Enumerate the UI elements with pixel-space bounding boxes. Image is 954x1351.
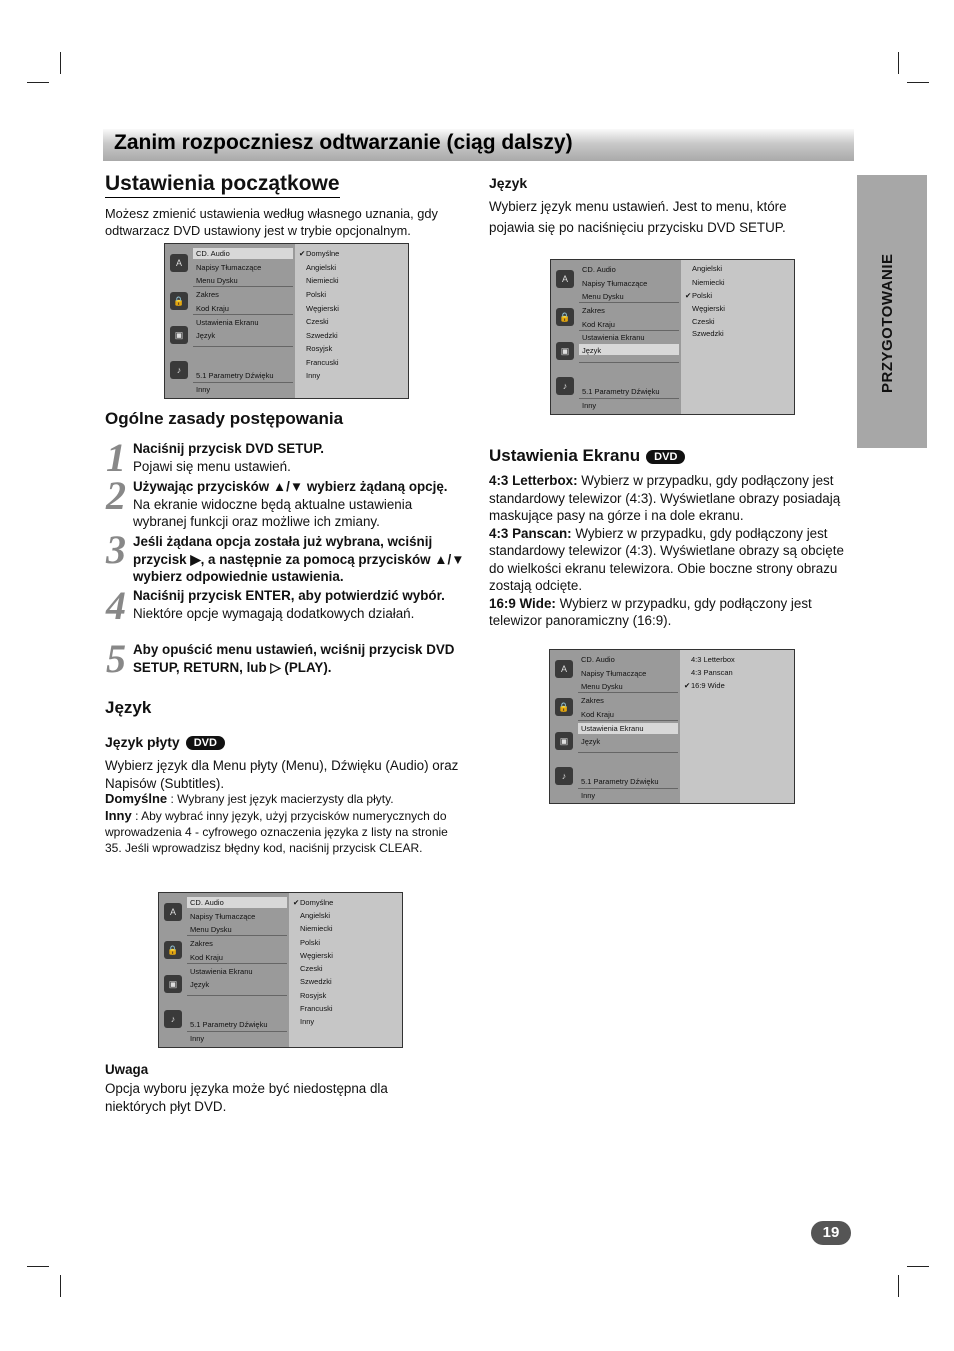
section-title-text: Ustawienia początkowe: [105, 172, 340, 198]
step-1: [133, 440, 468, 475]
crop-mark: [60, 1275, 61, 1297]
screen-icon: ▣: [170, 326, 188, 344]
menu-item: Język: [581, 737, 601, 746]
setup-menu-screenshot-2: [158, 892, 403, 1048]
menu-item: Napisy Tłumaczące: [190, 912, 256, 921]
menu-item: Zakres: [581, 696, 604, 705]
step-bold: Używając przycisków ▲/▼ wybierz żądaną opcję.: [133, 479, 448, 494]
menu-item: 5.1 Parametry Dźwięku: [581, 777, 659, 786]
setup-menu-screenshot-1: [164, 243, 409, 399]
menu-item: Zakres: [582, 306, 605, 315]
menu-item: Inny: [581, 791, 596, 800]
disc-language-title: [105, 734, 225, 750]
menu-option: Polski: [300, 938, 321, 947]
menu-item: CD. Audio: [582, 265, 616, 274]
menu-item: Kod Kraju: [582, 320, 615, 329]
menu-option: Szwedzki: [692, 329, 724, 338]
menu-option: Francuski: [300, 1004, 333, 1013]
letterbox-text: Wybierz w przypadku, gdy podłączony jest standardowy telewizor (4:3). Wyświetlane obrazy posiadają maskujące pasy na górze i na dole ekranu.: [489, 473, 841, 523]
lock-icon: 🔒: [555, 698, 573, 716]
disc-language-text: Wybierz język dla Menu płyty (Menu), Dźwięku (Audio) oraz Napisów (Subtitles).: [105, 758, 459, 791]
panscan-text: Wybierz w przypadku, gdy podłączony jest standardowy telewizor (4:3). Wyświetlane obrazy są obcięte do wielkości ekranu telewizora. Obie boczne strony obrazu zostają odcięte.: [489, 525, 844, 593]
crop-mark: [907, 82, 929, 83]
menu-item: Napisy Tłumaczące: [581, 669, 647, 678]
menu-option: 4:3 Panscan: [691, 668, 733, 677]
menu-option: Angielski: [300, 911, 331, 920]
audio-icon: A: [164, 903, 182, 921]
crop-mark: [898, 52, 899, 74]
menu-item: Ustawienia Ekranu: [582, 333, 645, 342]
step-4: [133, 587, 468, 622]
menu-option: Węgierski: [306, 304, 339, 313]
audio-icon: A: [170, 254, 188, 272]
wide-text: Wybierz w przypadku, gdy podłączony jest telewizor panoramiczny (16:9).: [489, 595, 812, 628]
step-bold: Aby opuścić menu ustawień, wciśnij przycisk DVD SETUP, RETURN, lub ▷ (PLAY).: [133, 642, 455, 675]
crop-mark: [898, 1275, 899, 1297]
section-title: [105, 172, 340, 198]
menu-option: Szwedzki: [306, 331, 338, 340]
menu-option: Czeski: [692, 317, 715, 326]
step-3: [133, 533, 468, 586]
speaker-icon: ♪: [164, 1010, 182, 1028]
menu-option: Węgierski: [692, 304, 725, 313]
menu-option: Czeski: [306, 317, 329, 326]
page-number: 19: [811, 1221, 851, 1245]
menu-option: Czeski: [300, 964, 323, 973]
speaker-icon: ♪: [170, 361, 188, 379]
dvd-badge: DVD: [186, 736, 225, 750]
step-bold: Jeśli żądana opcja została już wybrana, wciśnij przycisk ▶, a następnie za pomocą przycisków ▲/▼ wybierz odpowiednie ustawienia.: [133, 534, 465, 584]
setup-menu-screenshot-3: [550, 259, 795, 415]
menu-option: Domyślne: [306, 249, 340, 258]
menu-item: Inny: [582, 401, 597, 410]
check-mark: ✔: [293, 898, 300, 907]
letterbox-label: 4:3 Letterbox:: [489, 473, 578, 488]
menu-item: Zakres: [196, 290, 219, 299]
menu-option: Niemiecki: [306, 276, 339, 285]
crop-mark: [907, 1266, 929, 1267]
panscan-label: 4:3 Panscan:: [489, 525, 572, 541]
page-title: Zanim rozpoczniesz odtwarzanie (ciąg dalszy): [114, 131, 573, 154]
speaker-icon: ♪: [555, 767, 573, 785]
side-tab-label-box: [857, 175, 896, 448]
step-number: 2: [106, 473, 126, 518]
lock-icon: 🔒: [164, 941, 182, 959]
menu-item: Menu Dysku: [581, 682, 623, 691]
step-number: 1: [106, 435, 126, 480]
menu-item: 5.1 Parametry Dźwięku: [190, 1020, 268, 1029]
menu-option: Niemiecki: [692, 278, 725, 287]
check-mark: ✔: [299, 249, 306, 258]
menu-item: Język: [190, 980, 210, 989]
crop-mark: [60, 52, 61, 74]
screen-settings-title-text: Ustawienia Ekranu: [489, 446, 641, 465]
menu-option: Szwedzki: [300, 977, 332, 986]
menu-item: Ustawienia Ekranu: [196, 318, 259, 327]
default-label: Domyślne: [105, 791, 168, 806]
menu-item: CD. Audio: [190, 898, 224, 907]
menu-item: Kod Kraju: [196, 304, 229, 313]
screen-icon: ▣: [164, 975, 182, 993]
intro-text: Możesz zmienić ustawienia według własnego uznania, gdy odtwarzacz DVD ustawiony jest w trybie opcjonalnym.: [105, 206, 438, 238]
menu-item: Zakres: [190, 939, 213, 948]
menu-item: Ustawienia Ekranu: [581, 724, 644, 733]
step-text: Pojawi się menu ustawień.: [133, 458, 291, 474]
check-mark: ✔: [684, 681, 691, 690]
default-definition: [105, 791, 465, 807]
menu-item: CD. Audio: [196, 249, 230, 258]
menu-item: 5.1 Parametry Dźwięku: [196, 371, 274, 380]
step-bold: Naciśnij przycisk ENTER, aby potwierdzić wybór.: [133, 588, 445, 603]
wide-label: 16:9 Wide:: [489, 595, 556, 611]
disc-language-title-text: Język płyty: [105, 734, 180, 750]
menu-option: Rosyjsk: [306, 344, 333, 353]
side-tab-label: PRZYGOTOWANIE: [879, 253, 896, 393]
menu-option: Inny: [306, 371, 321, 380]
step-text: Niektóre opcje wymagają dodatkowych działań.: [133, 605, 415, 621]
menu-item: Język: [196, 331, 216, 340]
menu-item: 5.1 Parametry Dźwięku: [582, 387, 660, 396]
crop-mark: [27, 1266, 49, 1267]
dvd-badge: DVD: [646, 450, 685, 464]
audio-icon: A: [556, 270, 574, 288]
check-mark: ✔: [685, 291, 692, 300]
step-2: [133, 478, 468, 531]
step-text: Na ekranie widoczne będą aktualne ustawienia wybranej funkcji oraz możliwe ich zmiany.: [133, 496, 413, 529]
setup-menu-screenshot-4: [549, 649, 795, 804]
speaker-icon: ♪: [556, 377, 574, 395]
menu-option: Francuski: [306, 358, 339, 367]
menu-item: Menu Dysku: [190, 925, 232, 934]
language-title: Język: [105, 698, 152, 717]
menu-item: Napisy Tłumaczące: [196, 263, 262, 272]
crop-mark: [27, 82, 49, 83]
menu-option: Polski: [692, 291, 713, 300]
menu-option: Węgierski: [300, 951, 333, 960]
step-number: 4: [106, 583, 126, 628]
other-label: Inny: [105, 808, 132, 823]
menu-option: 4:3 Letterbox: [691, 655, 735, 664]
menu-item: Ustawienia Ekranu: [190, 967, 253, 976]
screen-icon: ▣: [555, 732, 573, 750]
screen-settings-title: [489, 446, 685, 466]
general-title: Ogólne zasady postępowania: [105, 409, 344, 428]
menu-item: Inny: [190, 1034, 205, 1043]
menu-option: 16:9 Wide: [691, 681, 725, 690]
menu-item: Kod Kraju: [190, 953, 223, 962]
step-number: 3: [106, 527, 126, 572]
lock-icon: 🔒: [170, 292, 188, 310]
menu-option: Domyślne: [300, 898, 334, 907]
screen-settings-text: [489, 472, 851, 630]
note-text: Opcja wyboru języka może być niedostępna dla niektórych płyt DVD.: [105, 1081, 388, 1114]
menu-item: Napisy Tłumaczące: [582, 279, 648, 288]
menu-item: Kod Kraju: [581, 710, 614, 719]
menu-item: Język: [582, 346, 602, 355]
menu-item: CD. Audio: [581, 655, 615, 664]
audio-icon: A: [555, 660, 573, 678]
default-text: : Wybrany jest język macierzysty dla płyty.: [167, 792, 394, 806]
osd-language-title: Język: [489, 175, 528, 191]
menu-item: Inny: [196, 385, 211, 394]
menu-option: Angielski: [692, 264, 723, 273]
other-definition: [105, 808, 465, 856]
menu-option: Inny: [300, 1017, 315, 1026]
menu-option: Niemiecki: [300, 924, 333, 933]
menu-option: Angielski: [306, 263, 337, 272]
menu-option: Polski: [306, 290, 327, 299]
note-title: Uwaga: [105, 1062, 149, 1077]
menu-option: Rosyjsk: [300, 991, 327, 1000]
menu-item: Menu Dysku: [196, 276, 238, 285]
other-text: : Aby wybrać inny język, użyj przycisków numerycznych do wprowadzenia 4 - cyfrowego oznaczenia języka z listy na stronie 35. Jeśli wprowadzisz błędny kod, naciśnij przycisk CLEAR.: [105, 809, 448, 855]
menu-item: Menu Dysku: [582, 292, 624, 301]
screen-icon: ▣: [556, 342, 574, 360]
step-5: [133, 641, 468, 676]
lock-icon: 🔒: [556, 308, 574, 326]
osd-language-text: Wybierz język menu ustawień. Jest to menu, które pojawia się po naciśnięciu przycisku DVD SETUP.: [489, 199, 787, 235]
step-number: 5: [106, 636, 126, 681]
step-bold: Naciśnij przycisk DVD SETUP.: [133, 441, 325, 456]
